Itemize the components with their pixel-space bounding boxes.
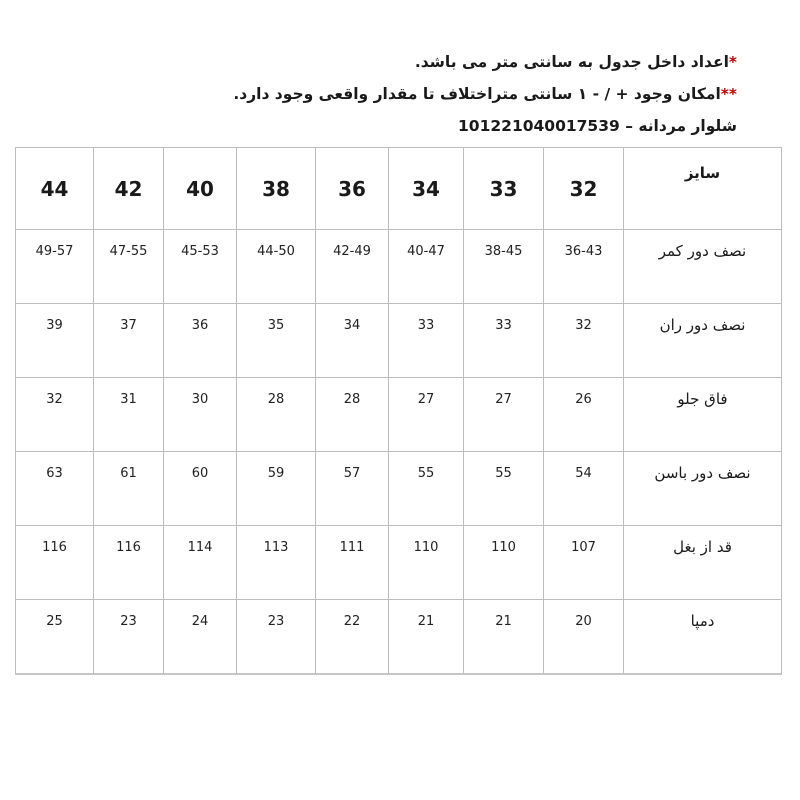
side-length-value-cell: 107 [544,526,624,600]
table-header-row [16,148,782,230]
waist-value-cell: 36-43 [544,230,624,304]
thigh-value-cell: 33 [389,304,464,378]
waist-value-cell: 49-57 [16,230,94,304]
waist-value-cell: 45-53 [164,230,237,304]
side-length-value-cell: 110 [389,526,464,600]
waist-value-cell: 44-50 [237,230,316,304]
front-rise-value-cell: 26 [544,378,624,452]
side-length-value-cell: 116 [16,526,94,600]
thigh-value-cell: 33 [464,304,544,378]
size-header-44: 44 [16,148,94,230]
table-row-hip [16,452,782,526]
notes-block [233,46,737,142]
leg-opening-value-cell: 22 [316,600,389,675]
side-length-value-cell: 113 [237,526,316,600]
size-header-32: 32 [544,148,624,230]
double-asterisk-marker: ** [720,85,737,103]
size-header-40: 40 [164,148,237,230]
waist-value-cell: 38-45 [464,230,544,304]
tolerance-note-line [233,78,737,110]
hip-value-cell: 61 [94,452,164,526]
table-row-front-rise [16,378,782,452]
asterisk-marker: * [728,53,737,71]
hip-value-cell: 63 [16,452,94,526]
product-title-line [233,110,737,142]
size-column-header: سایز [624,148,782,230]
hip-value-cell: 55 [464,452,544,526]
hip-value-cell: 60 [164,452,237,526]
table-row-leg-opening [16,600,782,675]
thigh-value-cell: 34 [316,304,389,378]
size-header-36: 36 [316,148,389,230]
front-rise-value-cell: 31 [94,378,164,452]
row-label-waist: نصف دور کمر [624,230,782,304]
thigh-value-cell: 35 [237,304,316,378]
side-length-value-cell: 111 [316,526,389,600]
leg-opening-value-cell: 24 [164,600,237,675]
leg-opening-value-cell: 21 [389,600,464,675]
hip-value-cell: 54 [544,452,624,526]
size-header-42: 42 [94,148,164,230]
hip-value-cell: 55 [389,452,464,526]
row-label-thigh: نصف دور ران [624,304,782,378]
product-title-text: شلوار مردانه – 101221040017539 [458,117,737,135]
waist-value-cell: 40-47 [389,230,464,304]
leg-opening-value-cell: 23 [94,600,164,675]
size-header-38: 38 [237,148,316,230]
table-row-thigh [16,304,782,378]
side-length-value-cell: 116 [94,526,164,600]
row-label-side-length: قد از بغل [624,526,782,600]
front-rise-value-cell: 32 [16,378,94,452]
unit-note-text: اعداد داخل جدول به سانتی متر می باشد. [414,53,729,71]
thigh-value-cell: 36 [164,304,237,378]
waist-value-cell: 42-49 [316,230,389,304]
front-rise-value-cell: 28 [237,378,316,452]
size-header-33: 33 [464,148,544,230]
unit-note-line [233,46,737,78]
row-label-front-rise: فاق جلو [624,378,782,452]
leg-opening-value-cell: 23 [237,600,316,675]
front-rise-value-cell: 27 [389,378,464,452]
side-length-value-cell: 114 [164,526,237,600]
leg-opening-value-cell: 20 [544,600,624,675]
table-row-waist [16,230,782,304]
thigh-value-cell: 32 [544,304,624,378]
leg-opening-value-cell: 21 [464,600,544,675]
front-rise-value-cell: 30 [164,378,237,452]
row-label-leg-opening: دمپا [624,600,782,675]
front-rise-value-cell: 28 [316,378,389,452]
waist-value-cell: 47-55 [94,230,164,304]
hip-value-cell: 57 [316,452,389,526]
size-header-34: 34 [389,148,464,230]
leg-opening-value-cell: 25 [16,600,94,675]
size-chart-table [15,147,782,675]
side-length-value-cell: 110 [464,526,544,600]
thigh-value-cell: 37 [94,304,164,378]
hip-value-cell: 59 [237,452,316,526]
table-row-side-length [16,526,782,600]
front-rise-value-cell: 27 [464,378,544,452]
tolerance-note-text: امکان وجود + / - ۱ سانتی متراختلاف تا مقدار واقعی وجود دارد. [233,85,721,103]
thigh-value-cell: 39 [16,304,94,378]
row-label-hip: نصف دور باسن [624,452,782,526]
